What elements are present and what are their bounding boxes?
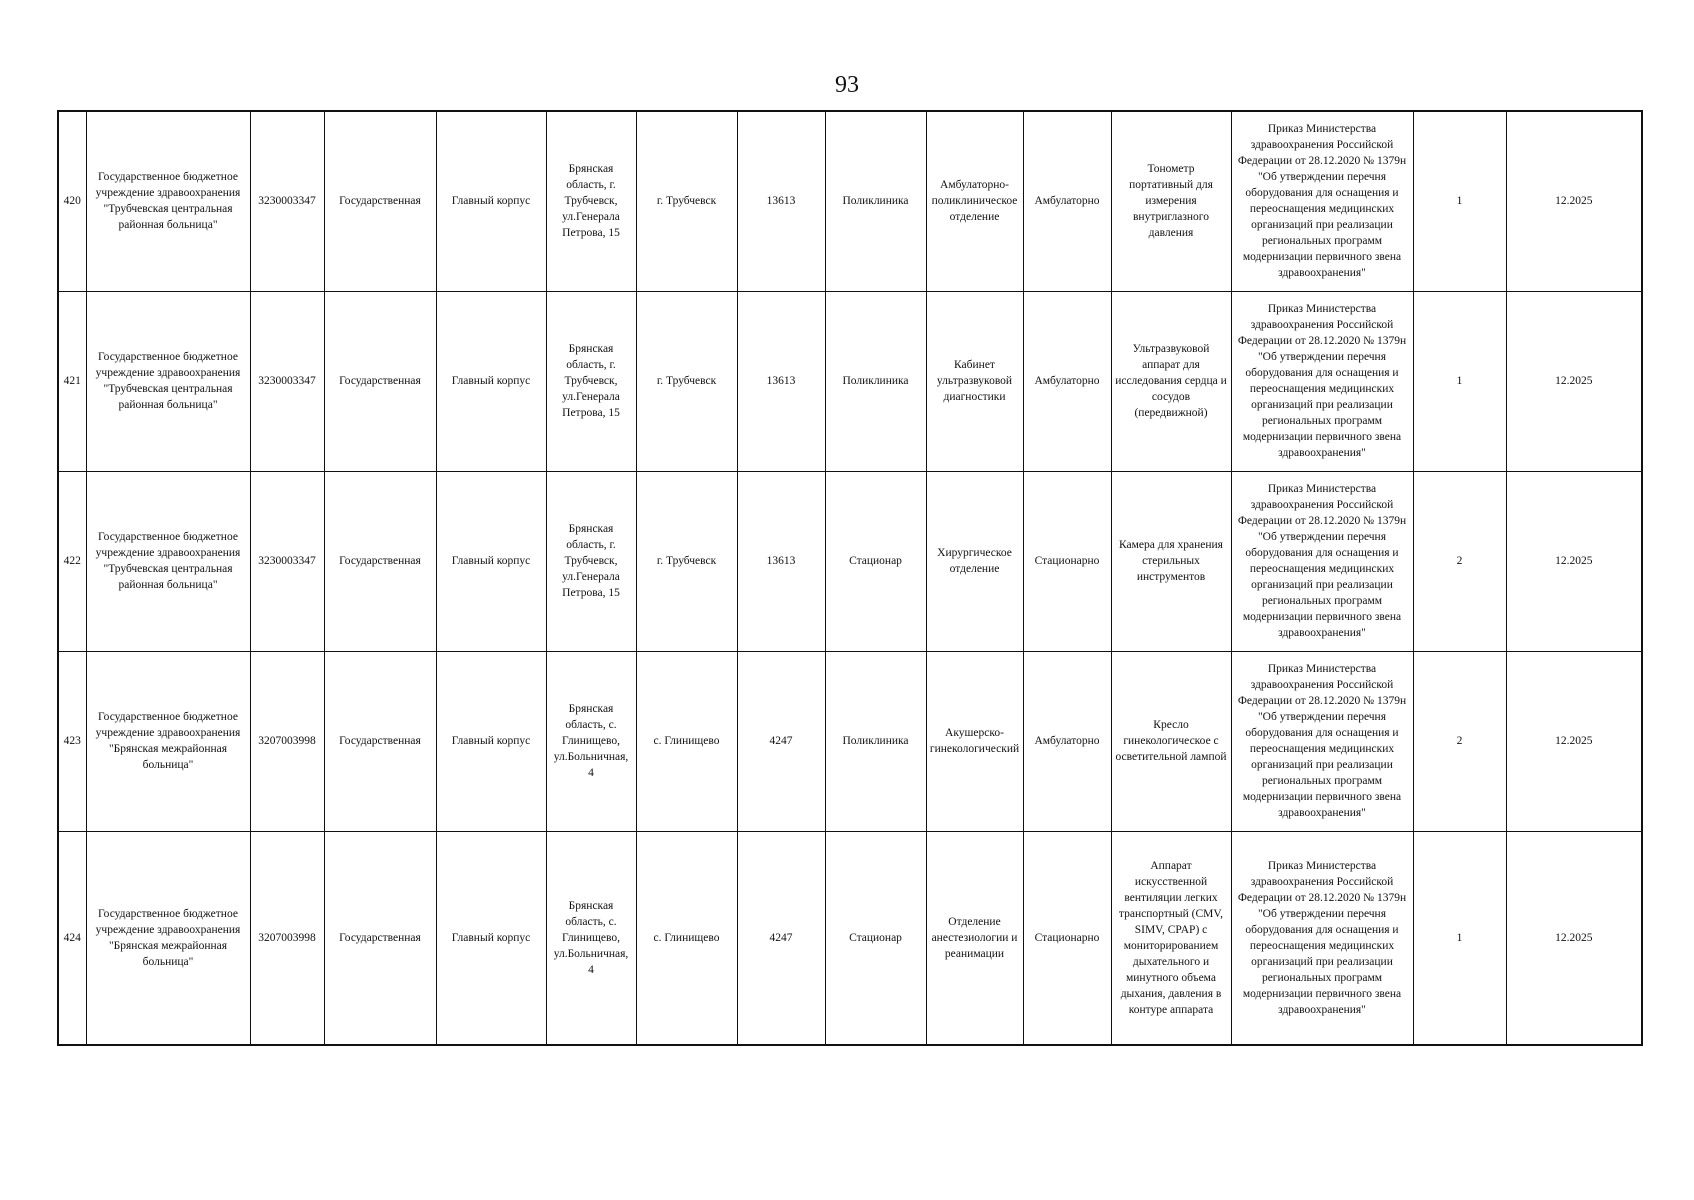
care-form: Стационарно <box>1023 831 1111 1045</box>
facility-type: Стационар <box>825 471 926 651</box>
organization-name: Государственное бюджетное учреждение здравоохранения "Трубчевская центральная районная больница" <box>86 471 250 651</box>
row-number: 423 <box>58 651 86 831</box>
facility-type: Поликлиника <box>825 111 926 291</box>
organization-name: Государственное бюджетное учреждение здравоохранения "Трубчевская центральная районная больница" <box>86 291 250 471</box>
equipment-name: Кресло гинекологическое с осветительной лампой <box>1111 651 1231 831</box>
locality: с. Глинищево <box>636 651 737 831</box>
population: 13613 <box>737 471 825 651</box>
deadline: 12.2025 <box>1506 651 1642 831</box>
deadline: 12.2025 <box>1506 831 1642 1045</box>
building: Главный корпус <box>436 471 546 651</box>
equipment-registry-table <box>57 110 1643 1046</box>
care-form: Амбулаторно <box>1023 651 1111 831</box>
locality: с. Глинищево <box>636 831 737 1045</box>
deadline: 12.2025 <box>1506 111 1642 291</box>
quantity: 2 <box>1413 471 1506 651</box>
inn: 3230003347 <box>250 111 324 291</box>
address: Брянская область, с. Глинищево, ул.Больничная, 4 <box>546 831 636 1045</box>
quantity: 1 <box>1413 291 1506 471</box>
quantity: 1 <box>1413 111 1506 291</box>
table-row <box>58 831 1642 1045</box>
address: Брянская область, г. Трубчевск, ул.Генерала Петрова, 15 <box>546 111 636 291</box>
care-form: Амбулаторно <box>1023 291 1111 471</box>
deadline: 12.2025 <box>1506 471 1642 651</box>
inn: 3230003347 <box>250 291 324 471</box>
locality: г. Трубчевск <box>636 471 737 651</box>
building: Главный корпус <box>436 111 546 291</box>
row-number: 421 <box>58 291 86 471</box>
department: Акушерско-гинекологический <box>926 651 1023 831</box>
regulatory-order: Приказ Министерства здравоохранения Российской Федерации от 28.12.2020 № 1379н "Об утверждении перечня оборудования для оснащения и переоснащения медицинских организаций при реализации региональных программ модернизации первичного звена здравоохранения" <box>1231 471 1413 651</box>
care-form: Стационарно <box>1023 471 1111 651</box>
population: 13613 <box>737 111 825 291</box>
building: Главный корпус <box>436 651 546 831</box>
facility-type: Поликлиника <box>825 651 926 831</box>
page-number: 93 <box>835 72 859 98</box>
organization-name: Государственное бюджетное учреждение здравоохранения "Трубчевская центральная районная больница" <box>86 111 250 291</box>
row-number: 424 <box>58 831 86 1045</box>
address: Брянская область, г. Трубчевск, ул.Генерала Петрова, 15 <box>546 471 636 651</box>
locality: г. Трубчевск <box>636 291 737 471</box>
organization-name: Государственное бюджетное учреждение здравоохранения "Брянская межрайонная больница" <box>86 831 250 1045</box>
regulatory-order: Приказ Министерства здравоохранения Российской Федерации от 28.12.2020 № 1379н "Об утверждении перечня оборудования для оснащения и переоснащения медицинских организаций при реализации региональных программ модернизации первичного звена здравоохранения" <box>1231 291 1413 471</box>
building: Главный корпус <box>436 291 546 471</box>
ownership-form: Государственная <box>324 471 436 651</box>
building: Главный корпус <box>436 831 546 1045</box>
facility-type: Стационар <box>825 831 926 1045</box>
row-number: 422 <box>58 471 86 651</box>
care-form: Амбулаторно <box>1023 111 1111 291</box>
ownership-form: Государственная <box>324 651 436 831</box>
regulatory-order: Приказ Министерства здравоохранения Российской Федерации от 28.12.2020 № 1379н "Об утверждении перечня оборудования для оснащения и переоснащения медицинских организаций при реализации региональных программ модернизации первичного звена здравоохранения" <box>1231 111 1413 291</box>
organization-name: Государственное бюджетное учреждение здравоохранения "Брянская межрайонная больница" <box>86 651 250 831</box>
row-number: 420 <box>58 111 86 291</box>
address: Брянская область, г. Трубчевск, ул.Генерала Петрова, 15 <box>546 291 636 471</box>
department: Амбулаторно-поликлиническое отделение <box>926 111 1023 291</box>
equipment-name: Камера для хранения стерильных инструментов <box>1111 471 1231 651</box>
quantity: 2 <box>1413 651 1506 831</box>
locality: г. Трубчевск <box>636 111 737 291</box>
facility-type: Поликлиника <box>825 291 926 471</box>
ownership-form: Государственная <box>324 291 436 471</box>
inn: 3230003347 <box>250 471 324 651</box>
equipment-name: Аппарат искусственной вентиляции легких транспортный (CMV, SIMV, CPAP) с мониторированием дыхательного и минутного объема дыхания, давления в контуре аппарата <box>1111 831 1231 1045</box>
table-row <box>58 651 1642 831</box>
deadline: 12.2025 <box>1506 291 1642 471</box>
table-row <box>58 111 1642 291</box>
equipment-name: Ультразвуковой аппарат для исследования сердца и сосудов (передвижной) <box>1111 291 1231 471</box>
regulatory-order: Приказ Министерства здравоохранения Российской Федерации от 28.12.2020 № 1379н "Об утверждении перечня оборудования для оснащения и переоснащения медицинских организаций при реализации региональных программ модернизации первичного звена здравоохранения" <box>1231 831 1413 1045</box>
table-row <box>58 471 1642 651</box>
department: Отделение анестезиологии и реанимации <box>926 831 1023 1045</box>
inn: 3207003998 <box>250 831 324 1045</box>
ownership-form: Государственная <box>324 111 436 291</box>
quantity: 1 <box>1413 831 1506 1045</box>
population: 4247 <box>737 831 825 1045</box>
department: Хирургическое отделение <box>926 471 1023 651</box>
regulatory-order: Приказ Министерства здравоохранения Российской Федерации от 28.12.2020 № 1379н "Об утверждении перечня оборудования для оснащения и переоснащения медицинских организаций при реализации региональных программ модернизации первичного звена здравоохранения" <box>1231 651 1413 831</box>
inn: 3207003998 <box>250 651 324 831</box>
address: Брянская область, с. Глинищево, ул.Больничная, 4 <box>546 651 636 831</box>
population: 4247 <box>737 651 825 831</box>
table-row <box>58 291 1642 471</box>
population: 13613 <box>737 291 825 471</box>
equipment-name: Тонометр портативный для измерения внутриглазного давления <box>1111 111 1231 291</box>
department: Кабинет ультразвуковой диагностики <box>926 291 1023 471</box>
ownership-form: Государственная <box>324 831 436 1045</box>
